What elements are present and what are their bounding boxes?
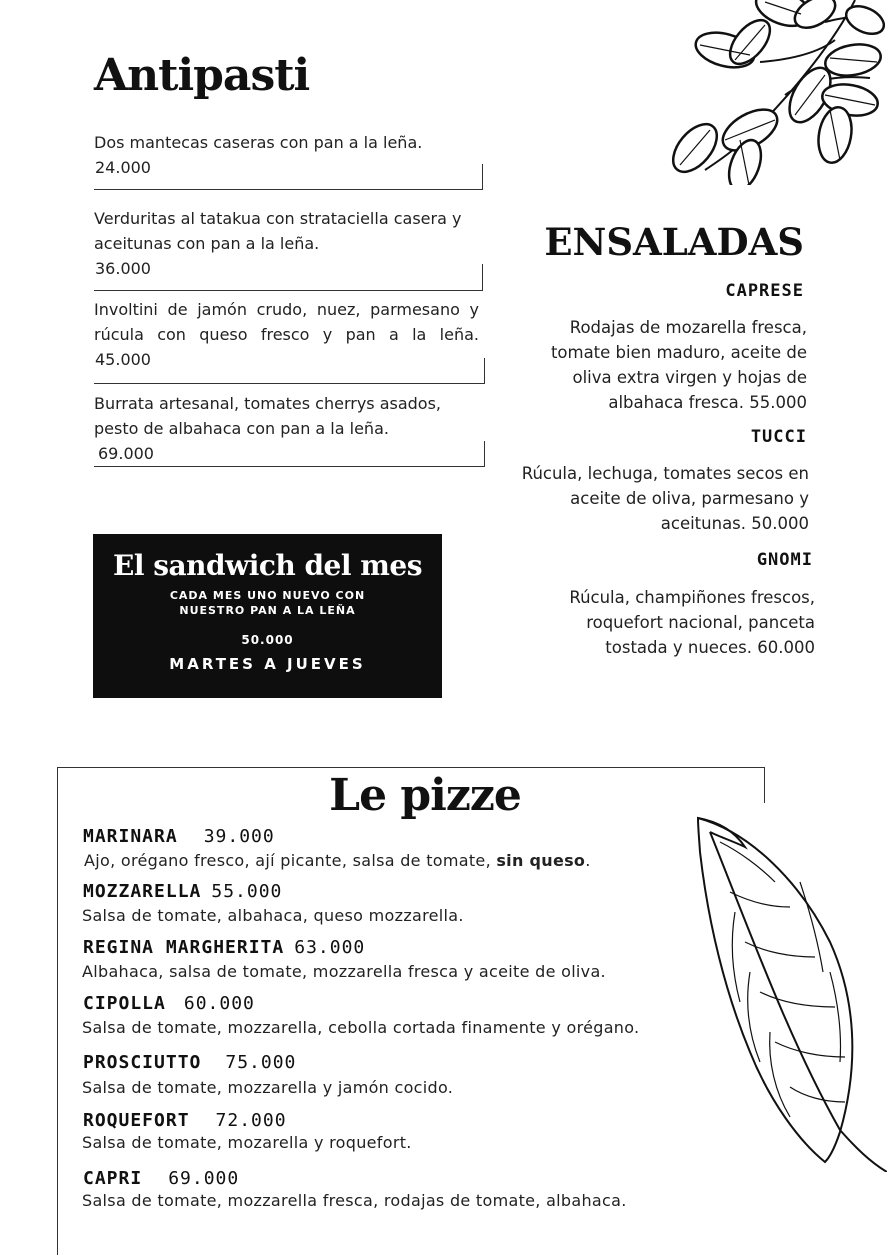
divider xyxy=(94,290,482,291)
pizza-header xyxy=(83,826,275,847)
antipasti-item-price: 36.000 xyxy=(95,259,151,278)
divider xyxy=(484,358,485,384)
pizza-header xyxy=(83,993,255,1014)
pizza-desc: Salsa de tomate, mozzarella y jamón cocido. xyxy=(82,1078,454,1097)
sandwich-days: MARTES A JUEVES xyxy=(169,655,366,673)
pizza-name: CAPRI xyxy=(83,1168,143,1189)
antipasti-item xyxy=(94,391,454,466)
salad-name: GNOMI xyxy=(756,550,813,570)
pizza-desc: Salsa de tomate, mozarella y roquefort. xyxy=(82,1133,412,1152)
antipasti-item xyxy=(94,297,479,372)
antipasti-item xyxy=(94,206,474,281)
pizza-price: 55.000 xyxy=(211,881,283,902)
pizza-header xyxy=(83,1168,239,1189)
pizza-price: 72.000 xyxy=(215,1110,287,1131)
sandwich-price: 50.000 xyxy=(241,633,294,647)
divider xyxy=(94,383,484,384)
pizza-price: 69.000 xyxy=(168,1168,240,1189)
antipasti-item-desc: Dos mantecas caseras con pan a la leña. xyxy=(94,133,423,152)
pizza-desc-text: Ajo, orégano fresco, ají picante, salsa de tomate, xyxy=(84,851,497,870)
antipasti-title: Antipasti xyxy=(94,50,310,101)
pizza-header xyxy=(83,1110,287,1131)
sandwich-subtitle-line: CADA MES UNO NUEVO CON xyxy=(169,589,366,602)
divider xyxy=(94,466,484,467)
pizza-price: 63.000 xyxy=(294,937,366,958)
antipasti-item-desc: Burrata artesanal, tomates cherrys asados, pesto de albahaca con pan a la leña. xyxy=(94,394,442,438)
antipasti-item-desc: rúcula con queso fresco y pan a la leña. xyxy=(94,325,479,344)
salad-name: TUCCI xyxy=(750,427,807,447)
pizze-frame-left xyxy=(57,767,58,1255)
divider xyxy=(94,189,482,190)
pizza-name: CIPOLLA xyxy=(83,993,166,1014)
pizza-desc: Albahaca, salsa de tomate, mozzarella fresca y aceite de oliva. xyxy=(82,962,606,981)
pizza-desc-end: . xyxy=(585,851,591,870)
salad-desc: Rodajas de mozarella fresca, tomate bien maduro, aceite de oliva extra virgen y hojas de albahaca fresca. 55.000 xyxy=(550,318,807,412)
divider xyxy=(482,264,483,291)
sandwich-subtitle-line: NUESTRO PAN A LA LEÑA xyxy=(179,604,356,617)
pizza-name: ROQUEFORT xyxy=(83,1110,190,1131)
pizza-price: 60.000 xyxy=(183,993,255,1014)
divider xyxy=(484,441,485,467)
pizza-header xyxy=(83,1052,296,1073)
pizze-title: Le pizze xyxy=(329,770,521,821)
salad-desc: Rúcula, lechuga, tomates secos en aceite de oliva, parmesano y aceitunas. 50.000 xyxy=(521,464,809,533)
pizza-header xyxy=(83,937,365,958)
antipasti-item xyxy=(94,130,484,180)
pizza-desc-bold: sin queso xyxy=(496,851,586,870)
pizza-name: MARINARA xyxy=(83,826,178,847)
pizze-frame-top xyxy=(57,767,765,768)
pizza-desc: Salsa de tomate, mozzarella fresca, rodajas de tomate, albahaca. xyxy=(82,1191,627,1210)
pizza-price: 39.000 xyxy=(203,826,275,847)
sandwich-of-month-box xyxy=(93,534,442,698)
leaf-branch-icon xyxy=(665,0,887,185)
antipasti-item-desc: Involtini de jamón crudo, nuez, parmesano y xyxy=(94,300,479,319)
antipasti-item-desc: Verduritas al tatakua con strataciella casera y aceitunas con pan a la leña. xyxy=(94,209,462,253)
salad-name: CAPRESE xyxy=(725,281,804,301)
salad-desc: Rúcula, champiñones frescos, roquefort nacional, panceta tostada y nueces. 60.000 xyxy=(569,588,815,657)
divider xyxy=(482,164,483,190)
sandwich-subtitle xyxy=(93,588,442,618)
pizza-price: 75.000 xyxy=(225,1052,297,1073)
pizza-name: REGINA MARGHERITA xyxy=(83,937,285,958)
pizze-frame-right xyxy=(764,767,765,803)
sandwich-title: El sandwich del mes xyxy=(113,549,422,582)
antipasti-item-price: 45.000 xyxy=(95,350,151,369)
ensaladas-title: ENSALADAS xyxy=(544,220,804,264)
pizza-desc xyxy=(84,851,591,870)
antipasti-item-price: 69.000 xyxy=(98,444,154,463)
pizza-header xyxy=(83,881,282,902)
pizza-desc: Salsa de tomate, albahaca, queso mozzarella. xyxy=(82,906,464,925)
pizza-name: PROSCIUTTO xyxy=(83,1052,202,1073)
pizza-name: MOZZARELLA xyxy=(83,881,202,902)
large-leaf-icon xyxy=(690,812,887,1172)
pizza-desc: Salsa de tomate, mozzarella, cebolla cortada finamente y orégano. xyxy=(82,1018,640,1037)
antipasti-item-price: 24.000 xyxy=(95,158,151,177)
